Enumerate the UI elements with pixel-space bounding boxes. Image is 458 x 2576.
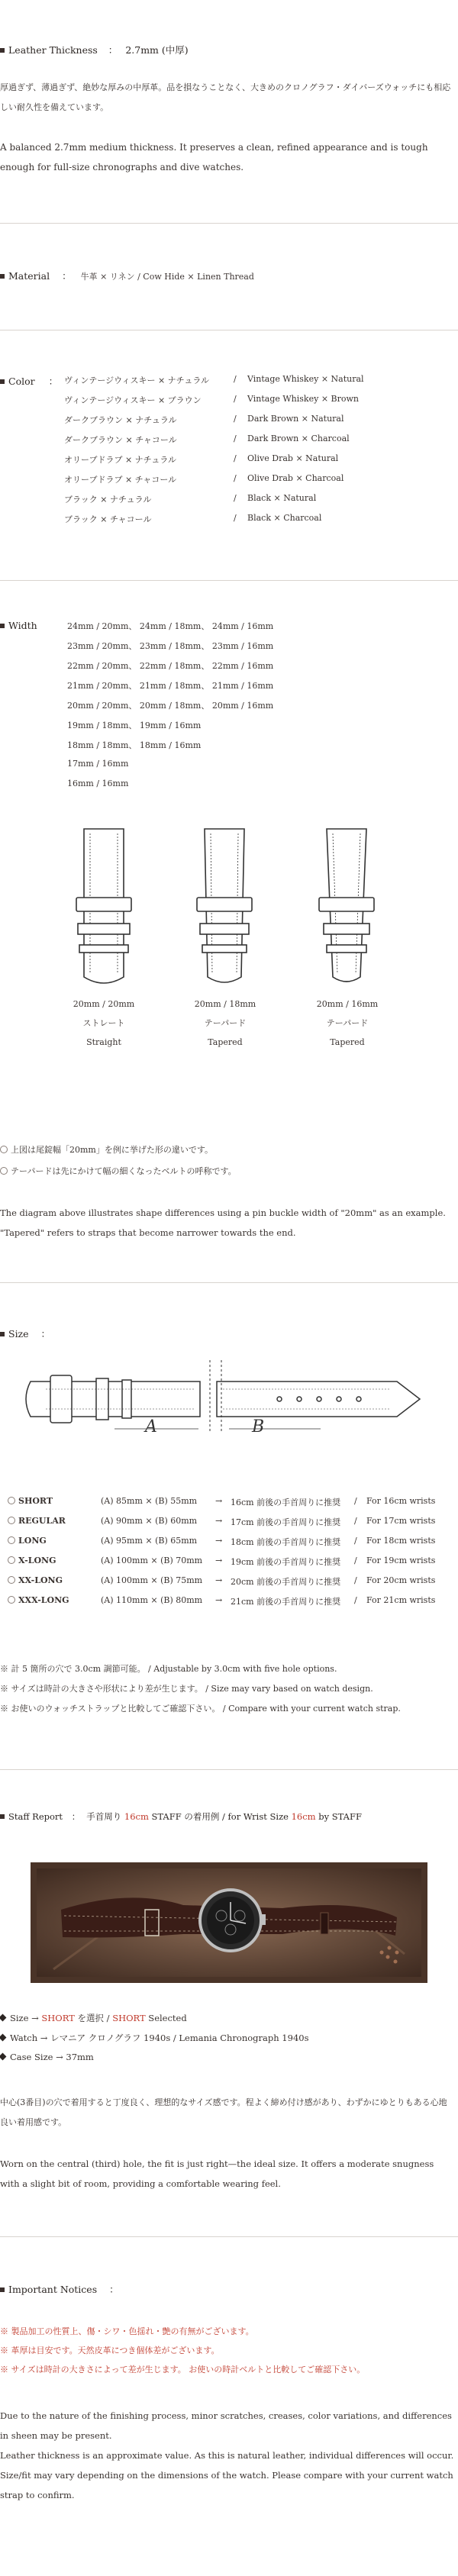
spec-highlight: SHORT [41, 2013, 75, 2023]
notices-heading: Important Notices ： [0, 2282, 119, 2296]
color-item-en: Olive Drab × Natural [247, 453, 339, 463]
color-heading: Color ： [0, 374, 58, 388]
size-name [8, 1595, 69, 1605]
size-name-text: X-LONG [18, 1556, 56, 1565]
size-dimensions: (A) 95mm × (B) 65mm [101, 1536, 198, 1546]
color-item-jp: ブラック × チャコール [64, 514, 152, 524]
width-option: 18mm / 18mm、 18mm / 16mm [67, 740, 202, 750]
size-dimensions: (A) 100mm × (B) 70mm [101, 1556, 203, 1565]
strap-type-jp: ストレート [82, 1018, 125, 1028]
size-dimensions: (A) 110mm × (B) 80mm [101, 1595, 203, 1605]
divider [0, 223, 458, 224]
circle-bullet-icon [8, 1576, 15, 1584]
color-item-jp: ヴィンテージウィスキー × ナチュラル [64, 376, 210, 385]
circle-bullet-icon [0, 1146, 8, 1153]
size-sep: / [354, 1556, 357, 1565]
diamond-bullet-icon [0, 2053, 6, 2061]
thickness-heading: Leather Thickness ： 2.7mm (中厚) [0, 43, 189, 56]
strap-size: 20mm / 18mm [194, 999, 256, 1009]
staff-spec [0, 2012, 187, 2024]
square-bullet-icon [0, 2287, 5, 2292]
notice-jp-2: ※ 革厚は目安です。天然皮革につき個体差がございます。 [0, 2345, 220, 2355]
size-fit-en: For 17cm wrists [366, 1516, 436, 1526]
divider [0, 1769, 458, 1770]
strap-caption [183, 995, 267, 1052]
divider [0, 1282, 458, 1283]
strap-straight-drawing [76, 829, 131, 983]
color-item-jp: ヴィンテージウィスキー × ブラウン [64, 395, 202, 405]
size-sep: / [354, 1595, 357, 1605]
color-item-sep: / [234, 493, 237, 503]
strap-length-diagram [0, 1359, 458, 1435]
notice-jp-3: ※ サイズは時計の大きさによって差が生じます。 お使いの時計ベルトと比較してご確認下さい。 [0, 2365, 366, 2374]
size-arrow: → [215, 1556, 223, 1565]
width-option: 21mm / 20mm、 21mm / 18mm、 21mm / 16mm [67, 681, 274, 691]
strap-type-jp: テーパード [204, 1018, 247, 1028]
staff-spec [0, 2032, 308, 2044]
size-note: ※ サイズは時計の大きさや形状により差が生じます。 / Size may vary based on watch design. [0, 1684, 373, 1694]
size-fit-en: For 19cm wrists [366, 1556, 436, 1565]
strap-type-jp: テーパード [326, 1018, 369, 1028]
size-name [8, 1575, 63, 1585]
color-item-en: Vintage Whiskey × Brown [247, 394, 359, 404]
color-item-en: Dark Brown × Charcoal [247, 434, 350, 443]
strap-size: 20mm / 20mm [73, 999, 135, 1009]
size-fit-jp: 17cm 前後の手首周りに推奨 [231, 1517, 341, 1527]
length-a-label: A [145, 1417, 157, 1435]
square-bullet-icon [0, 379, 5, 384]
size-name [8, 1516, 66, 1526]
size-fit-en: For 16cm wrists [366, 1496, 436, 1506]
color-item-sep: / [234, 513, 237, 523]
size-fit-en: For 21cm wrists [366, 1595, 436, 1605]
circle-bullet-icon [8, 1536, 15, 1544]
width-en-1: The diagram above illustrates shape differences using a pin buckle width of "20mm" as an example. [0, 1207, 446, 1218]
staff-en: Worn on the central (third) hole, the fit is just right—the ideal size. It offers a moderate snugness with a slight bit of room, providing a comfortable wearing feel. [0, 2158, 434, 2189]
color-item-sep: / [234, 414, 237, 424]
strap-tapered-18-drawing [197, 829, 252, 982]
diamond-bullet-icon [0, 2034, 6, 2042]
size-name-text: XX-LONG [18, 1575, 63, 1585]
color-item-jp: オリーブドラブ × ナチュラル [64, 455, 176, 465]
width-note-1: 上図は尾錠幅「20mm」を例に挙げた形の違いです。 [0, 1143, 213, 1156]
size-fit-jp: 21cm 前後の手首周りに推奨 [231, 1597, 341, 1607]
square-bullet-icon [0, 1814, 5, 1819]
size-arrow: → [215, 1536, 223, 1546]
size-arrow: → [215, 1496, 223, 1506]
strap-type-en: Straight [86, 1037, 121, 1047]
color-item-en: Olive Drab × Charcoal [247, 473, 344, 483]
size-name-text: XXX-LONG [18, 1595, 69, 1605]
spec-text: Case Size → 37mm [10, 2052, 94, 2062]
width-option: 19mm / 18mm、 19mm / 16mm [67, 721, 202, 730]
strap-type-en: Tapered [208, 1037, 243, 1047]
color-item-sep: / [234, 453, 237, 463]
size-dimensions: (A) 85mm × (B) 55mm [101, 1496, 198, 1506]
square-bullet-icon [0, 624, 5, 628]
divider [0, 580, 458, 581]
color-item-en: Black × Natural [247, 493, 317, 503]
width-en-2: "Tapered" refers to straps that become narrower towards the end. [0, 1227, 296, 1238]
size-sep: / [354, 1496, 357, 1506]
circle-bullet-icon [8, 1497, 15, 1504]
size-sep: / [354, 1536, 357, 1546]
width-note-2: テーパードは先にかけて幅の細くなったベルトの呼称です。 [0, 1165, 237, 1177]
size-name-text: REGULAR [18, 1516, 66, 1526]
notice-jp-1: ※ 製品加工の性質上、傷・シワ・色揺れ・艶の有無がございます。 [0, 2326, 254, 2336]
divider [0, 2236, 458, 2237]
material-value: 牛革 × リネン / Cow Hide × Linen Thread [80, 272, 254, 282]
strap-size: 20mm / 16mm [316, 999, 379, 1009]
staff-wearing-photo [31, 1862, 427, 1983]
width-option: 23mm / 20mm、 23mm / 18mm、 23mm / 16mm [67, 641, 274, 651]
strap-caption [62, 995, 146, 1052]
thickness-jp: 厚過ぎず、薄過ぎず、絶妙な厚みの中厚革。品を損なうことなく、大きめのクロノグラフ・ダイバーズウォッチにも相応しい耐久性を備えています。 [0, 82, 451, 112]
size-fit-jp: 16cm 前後の手首周りに推奨 [231, 1498, 341, 1507]
strap-type-en: Tapered [330, 1037, 365, 1047]
square-bullet-icon [0, 274, 5, 279]
size-sep: / [354, 1516, 357, 1526]
size-name-text: SHORT [18, 1496, 53, 1506]
color-item-jp: ブラック × ナチュラル [64, 495, 152, 505]
size-dimensions: (A) 100mm × (B) 75mm [101, 1575, 203, 1585]
size-fit-jp: 20cm 前後の手首周りに推奨 [231, 1577, 341, 1587]
strap-tapered-16-drawing [319, 829, 374, 982]
strap-shapes-illustration [0, 824, 458, 992]
size-name [8, 1496, 53, 1506]
staff-heading: Staff Report ： 手首周り 16cm STAFF の着用例 / for Wrist Size 16cm by STAFF [0, 1810, 362, 1823]
width-option: 17mm / 16mm [67, 759, 129, 769]
notices-en: Due to the nature of the finishing process, minor scratches, creases, color variations, and differences in sheen may be present. Leather thickness is an approximate value. As this is natural leather, individual differences will occur. Size/fit may vary depending on the dimensions of the watch. Please compare with your current watch strap to confirm. [0, 2410, 454, 2500]
size-note: ※ 計 5 箇所の穴で 3.0cm 調節可能。 / Adjustable by 3.0cm with five hole options. [0, 1664, 337, 1674]
circle-bullet-icon [0, 1167, 8, 1175]
color-item-sep: / [234, 374, 237, 384]
circle-bullet-icon [8, 1596, 15, 1604]
width-option: 24mm / 20mm、 24mm / 18mm、 24mm / 16mm [67, 621, 274, 631]
color-item-en: Vintage Whiskey × Natural [247, 374, 364, 384]
circle-bullet-icon [8, 1517, 15, 1524]
circle-bullet-icon [8, 1556, 15, 1564]
spec-text: を選択 / [74, 2013, 113, 2023]
color-item-sep: / [234, 434, 237, 443]
color-item-jp: ダークブラウン × チャコール [64, 435, 177, 445]
color-item-sep: / [234, 394, 237, 404]
thickness-en: A balanced 2.7mm medium thickness. It preserves a clean, refined appearance and is tough enough for full-size chronographs and dive watches. [0, 142, 428, 172]
size-heading: Size ： [0, 1327, 50, 1340]
size-name [8, 1536, 47, 1546]
size-fit-en: For 20cm wrists [366, 1575, 436, 1585]
color-item-jp: オリーブドラブ × チャコール [64, 475, 177, 485]
staff-jp: 中心(3番目)の穴で着用すると丁度良く、理想的なサイズ感です。程よく締め付け感があり、わずかにゆとりもある心地良い着用感です。 [0, 2097, 447, 2127]
size-note: ※ お使いのウォッチストラップと比較してご確認下さい。 / Compare with your current watch strap. [0, 1704, 401, 1714]
length-b-label: B [252, 1417, 265, 1435]
size-arrow: → [215, 1595, 223, 1605]
color-item-en: Dark Brown × Natural [247, 414, 344, 424]
size-sep: / [354, 1575, 357, 1585]
diamond-bullet-icon [0, 2014, 6, 2022]
spec-text: Watch → レマニア クロノグラフ 1940s / Lemania Chronograph 1940s [10, 2033, 309, 2043]
size-dimensions: (A) 90mm × (B) 60mm [101, 1516, 198, 1526]
size-name-text: LONG [18, 1536, 47, 1546]
thickness-value: 2.7mm (中厚) [125, 44, 189, 56]
color-item-jp: ダークブラウン × ナチュラル [64, 415, 177, 425]
width-option: 22mm / 20mm、 22mm / 18mm、 22mm / 16mm [67, 661, 274, 671]
staff-spec [0, 2052, 94, 2062]
width-option: 20mm / 20mm、 20mm / 18mm、 20mm / 16mm [67, 701, 274, 711]
material-heading: Material ： 牛革 × リネン / Cow Hide × Linen Thread [0, 269, 254, 282]
size-fit-jp: 19cm 前後の手首周りに推奨 [231, 1557, 341, 1567]
width-heading: Width [0, 620, 37, 631]
square-bullet-icon [0, 1332, 5, 1336]
size-fit-en: For 18cm wrists [366, 1536, 436, 1546]
width-option: 16mm / 16mm [67, 779, 129, 788]
size-fit-jp: 18cm 前後の手首周りに推奨 [231, 1537, 341, 1547]
size-arrow: → [215, 1575, 223, 1585]
spec-text: Selected [145, 2013, 187, 2023]
spec-text: Size → [10, 2013, 42, 2023]
strap-caption [305, 995, 389, 1052]
color-item-sep: / [234, 473, 237, 483]
spec-highlight: SHORT [112, 2013, 146, 2023]
square-bullet-icon [0, 48, 5, 53]
color-item-en: Black × Charcoal [247, 513, 322, 523]
size-arrow: → [215, 1516, 223, 1526]
size-name [8, 1556, 56, 1565]
